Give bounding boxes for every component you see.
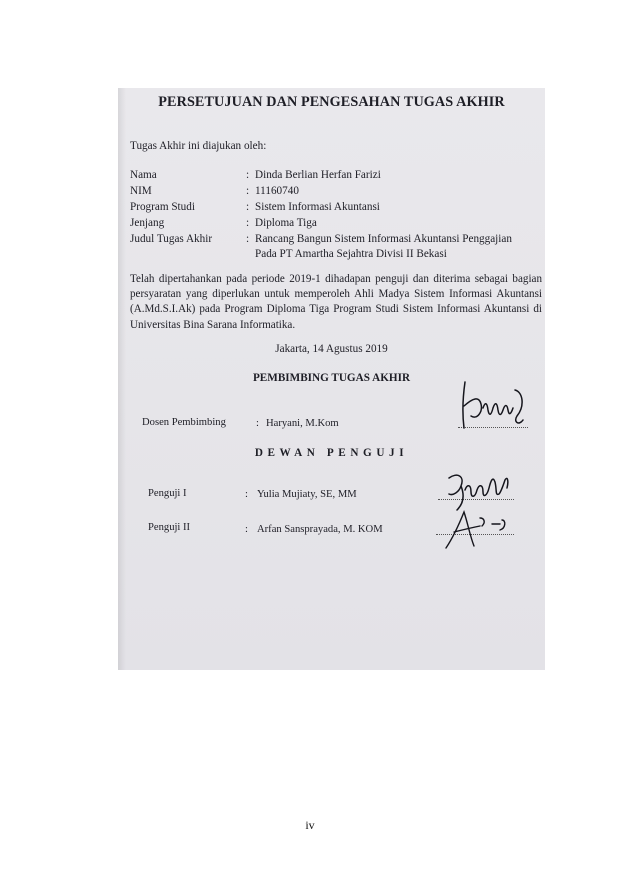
- field-colon: :: [256, 418, 259, 429]
- field-value-jenjang: Diploma Tiga: [255, 217, 317, 229]
- supervisor-signature: [453, 376, 533, 436]
- supervisor-name: Haryani, M.Kom: [266, 418, 339, 429]
- supervisor-heading: PEMBIMBING TUGAS AKHIR: [252, 372, 411, 384]
- document-date: Jakarta, 14 Agustus 2019: [275, 343, 388, 355]
- field-value-judul: Rancang Bangun Sistem Informasi Akuntansi Penggajian: [255, 233, 512, 245]
- field-value-nama: Dinda Berlian Herfan Farizi: [255, 169, 381, 181]
- intro-text: Tugas Akhir ini diajukan oleh:: [130, 140, 267, 152]
- examiner-2-label: Penguji II: [148, 522, 191, 533]
- field-colon: :: [246, 233, 250, 245]
- scanned-approval-page: [118, 88, 545, 670]
- field-label-nama: Nama: [130, 169, 157, 181]
- examiner-2-signature: [440, 508, 520, 553]
- field-label-nim: NIM: [130, 185, 152, 197]
- field-value-judul-line2: Pada PT Amartha Sejahtra Divisi II Bekasi: [255, 248, 447, 260]
- examiner-1-name: Yulia Mujiaty, SE, MM: [257, 489, 357, 500]
- field-colon: :: [246, 185, 250, 197]
- document-title: PERSETUJUAN DAN PENGESAHAN TUGAS AKHIR: [158, 94, 505, 110]
- field-colon: :: [245, 489, 248, 500]
- supervisor-label: Dosen Pembimbing: [142, 417, 226, 428]
- examiner-2-name: Arfan Sansprayada, M. KOM: [257, 524, 383, 535]
- field-colon: :: [246, 201, 250, 213]
- page-number: iv: [305, 818, 315, 832]
- field-label-program-studi: Program Studi: [130, 201, 195, 213]
- field-colon: :: [246, 169, 250, 181]
- examiner-1-label: Penguji I: [148, 488, 187, 499]
- field-label-judul: Judul Tugas Akhir: [130, 233, 213, 245]
- approval-paragraph: Telah dipertahankan pada periode 2019-1 dihadapan penguji dan diterima sebagai bagian persyaratan yang diperlukan untuk memperoleh Ahli Madya Sistem Informasi Akuntansi (A.Md.S.I.Ak) pada Program Diploma Tiga Program Studi Sistem Informasi Akuntansi di Universitas Bina Sarana Informatika.: [130, 273, 542, 331]
- field-colon: :: [246, 217, 250, 229]
- examiners-heading: DEWAN PENGUJI: [254, 447, 409, 459]
- field-colon: :: [245, 524, 248, 535]
- field-label-jenjang: Jenjang: [130, 217, 165, 229]
- field-value-program-studi: Sistem Informasi Akuntansi: [255, 201, 380, 213]
- field-value-nim: 11160740: [255, 185, 299, 197]
